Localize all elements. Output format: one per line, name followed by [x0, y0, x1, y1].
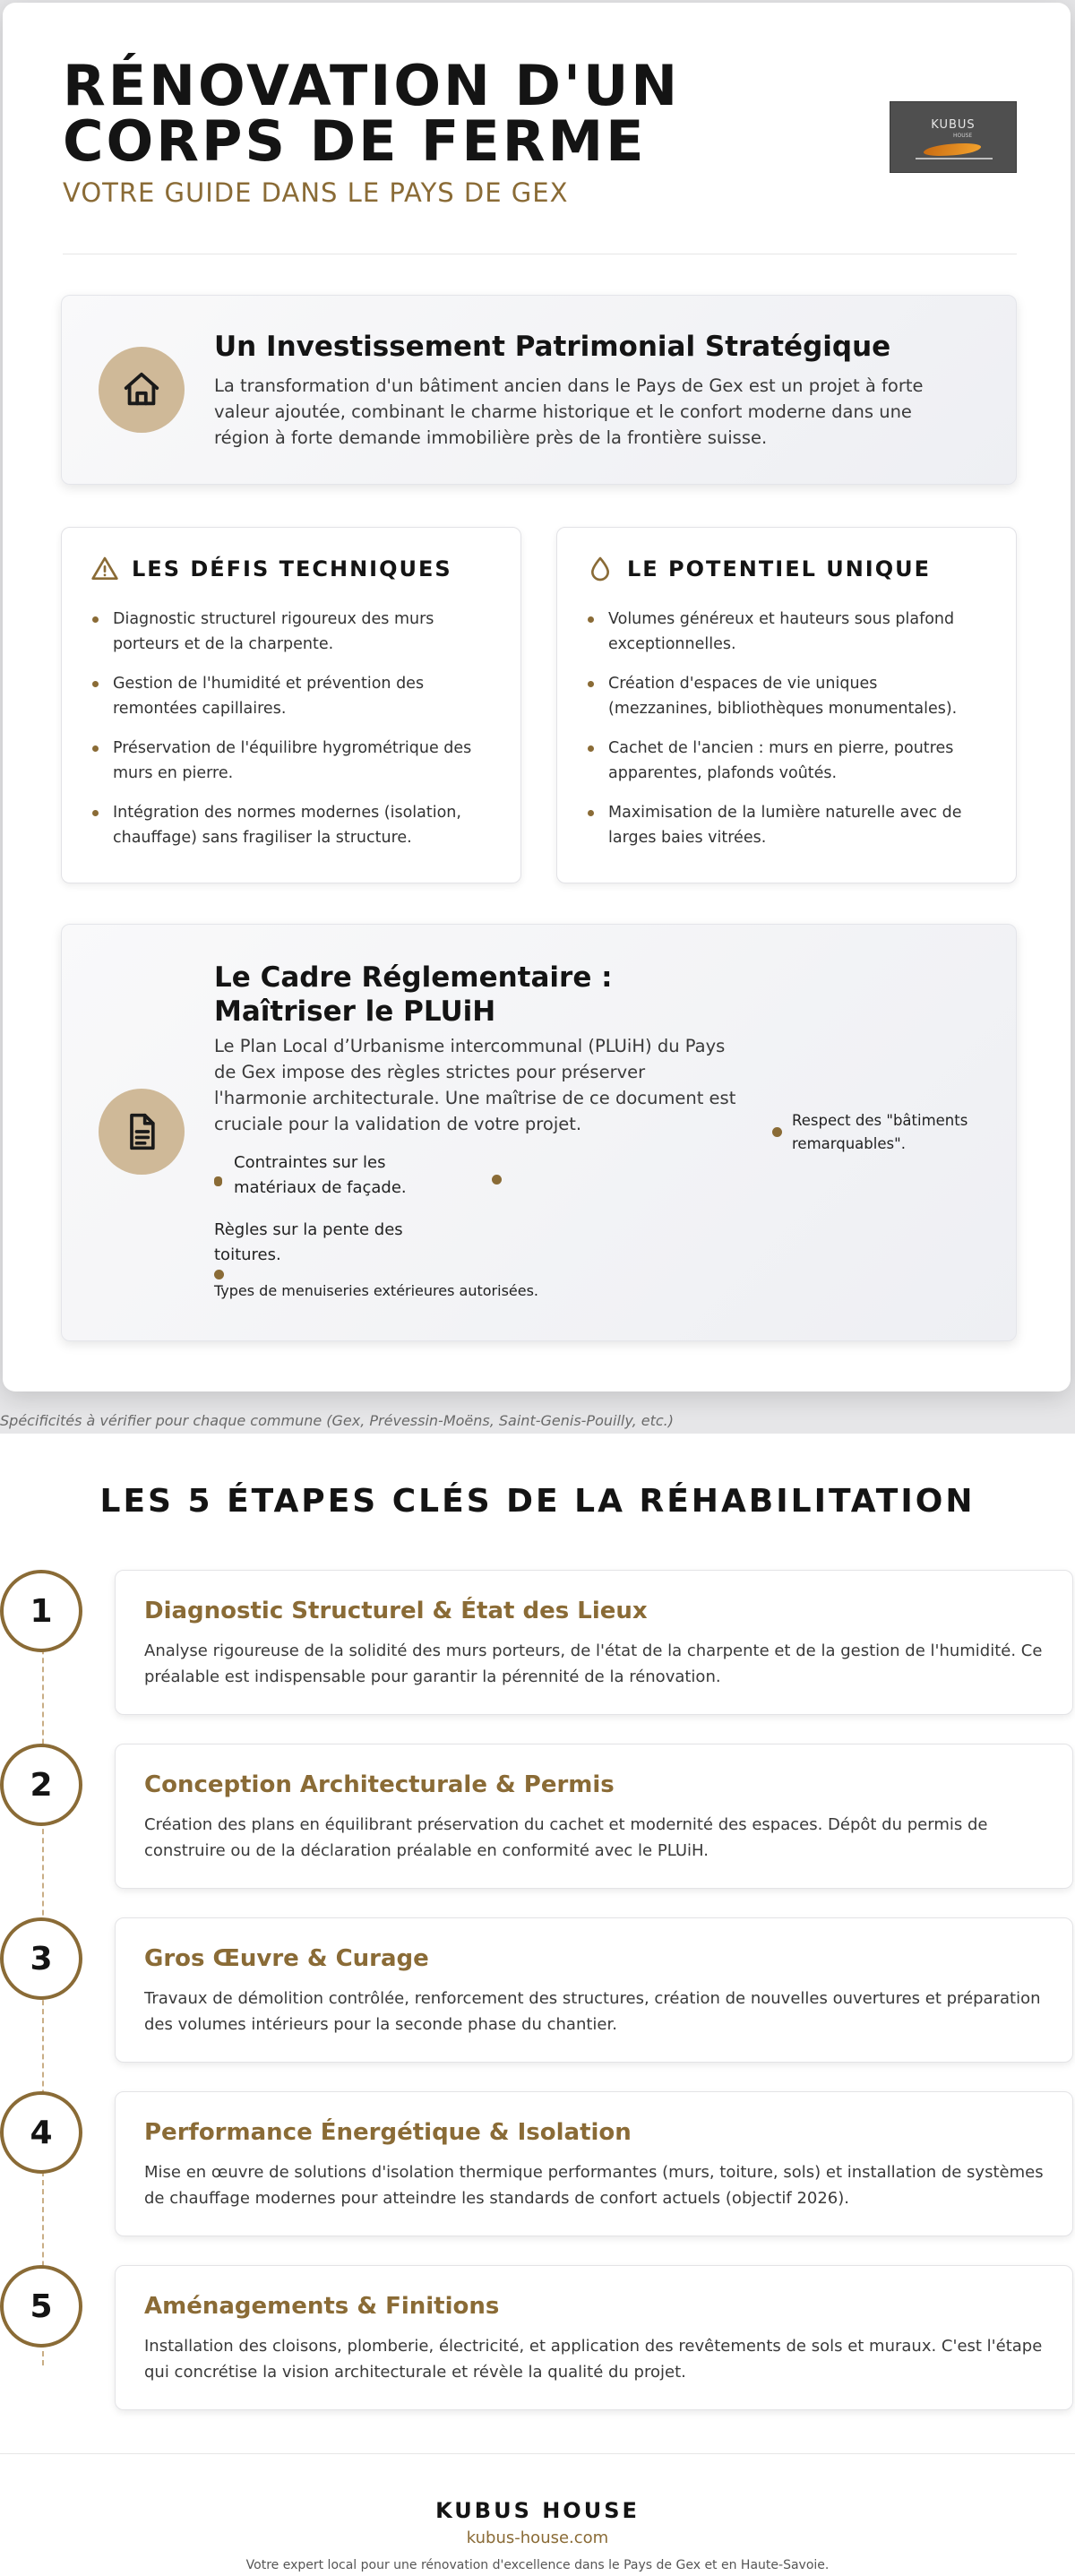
list-item: Intégration des normes modernes (isolation, chauffage) sans fragiliser la structure. — [90, 800, 485, 850]
step-number-badge: 1 — [0, 1570, 82, 1652]
step-description: Travaux de démolition contrôlée, renforcement des structures, création de nouvelles ouvertures et préparation des volumes intérieurs pour la seconde phase du chantier. — [144, 1989, 1041, 2034]
footer-divider — [0, 2453, 1075, 2454]
regulation-item: Respect des "bâtiments remarquables". — [792, 1112, 968, 1152]
bullet-dot — [214, 1176, 222, 1186]
drop-icon — [586, 555, 615, 583]
page-subtitle: VOTRE GUIDE DANS LE PAYS DE GEX — [63, 177, 569, 208]
list-item: Diagnostic structurel rigoureux des murs porteurs et de la charpente. — [90, 607, 485, 657]
potential-header — [586, 555, 931, 583]
footer-tagline: Votre expert local pour une rénovation d'excellence dans le Pays de Gex et en Haute-Savoie. — [245, 2558, 830, 2572]
step-number-badge: 3 — [0, 1917, 82, 2000]
potential-list — [586, 607, 980, 865]
logo-text: KUBUS — [931, 118, 976, 132]
regulation-item: Règles sur la pente des toitures. — [214, 1220, 403, 1264]
investment-icon-badge — [99, 347, 185, 433]
step-title: Conception Architecturale & Permis — [144, 1771, 615, 1798]
kubus-house-logo — [890, 101, 1017, 173]
step-title: Aménagements & Finitions — [144, 2293, 500, 2320]
investment-text: La transformation d'un bâtiment ancien dans le Pays de Gex est un projet à forte valeur ajoutée, combinant le charme historique et le confort moderne dans une région à forte demande immobilière près de la frontière suisse. — [214, 375, 924, 448]
challenges-title: LES DÉFIS TECHNIQUES — [132, 556, 452, 582]
step-card — [115, 1570, 1073, 1715]
list-item: Création d'espaces de vie uniques (mezzanines, bibliothèques monumentales). — [586, 671, 980, 721]
investment-title: Un Investissement Patrimonial Stratégique — [214, 331, 891, 363]
document-icon — [122, 1112, 161, 1151]
step-number-badge: 5 — [0, 2265, 82, 2348]
warning-icon — [90, 555, 119, 583]
step-description: Mise en œuvre de solutions d'isolation thermique performantes (murs, toiture, sols) et installation de systèmes de chauffage modernes pour atteindre les standards de confort actuels (objectif 2026). — [144, 2163, 1044, 2208]
regulation-panel — [61, 924, 1017, 1341]
regulation-text: Le Plan Local d’Urbanisme intercommunal (PLUiH) du Pays de Gex impose des règles strictes pour préserver l'harmonie architecturale. Une maîtrise de ce document est cruciale pour la validation de votre projet. — [214, 1036, 736, 1134]
list-item: Cachet de l'ancien : murs en pierre, poutres apparentes, plafonds voûtés. — [586, 736, 980, 786]
regulation-item: Types de menuiseries extérieures autorisées. — [214, 1282, 539, 1299]
step-number-badge: 2 — [0, 1744, 82, 1826]
regulation-icon-badge — [99, 1089, 185, 1175]
challenges-list — [90, 607, 485, 865]
step-description: Analyse rigoureuse de la solidité des murs porteurs, de l'état de la charpente et de la gestion de l'humidité. Ce préalable est indispensable pour garantir la pérennité de la rénovation. — [144, 1641, 1043, 1686]
logo-subtext: HOUSE — [953, 133, 973, 139]
step-title: Diagnostic Structurel & État des Lieux — [144, 1598, 648, 1624]
regulation-title: Le Cadre Réglementaire : Maîtriser le PLUiH — [214, 961, 613, 1028]
list-item: Volumes généreux et hauteurs sous plafond exceptionnelles. — [586, 607, 980, 657]
potential-title: LE POTENTIEL UNIQUE — [627, 556, 932, 582]
potential-card — [556, 527, 1017, 883]
house-icon — [121, 369, 162, 410]
intro-card — [3, 3, 1071, 1391]
challenges-header — [90, 555, 452, 583]
logo-line — [916, 158, 993, 159]
bullet-dot — [492, 1175, 502, 1185]
steps-title: LES 5 ÉTAPES CLÉS DE LA RÉHABILITATION — [99, 1483, 976, 1520]
bullet-dot — [772, 1127, 782, 1137]
investment-panel — [61, 295, 1017, 485]
step-title: Gros Œuvre & Curage — [144, 1945, 429, 1972]
step-number-badge: 4 — [0, 2091, 82, 2174]
step-card — [115, 2265, 1073, 2410]
footer-brand: KUBUS HOUSE — [435, 2498, 640, 2523]
step-description: Installation des cloisons, plomberie, électricité, et application des revêtements de sols et muraux. C'est l'étape qui concrétise la vision architecturale et révèle la qualité du projet. — [144, 2337, 1043, 2382]
step-title: Performance Énergétique & Isolation — [144, 2119, 632, 2146]
step-card — [115, 1917, 1073, 2063]
communes-note: Spécificités à vérifier pour chaque commune (Gex, Prévessin-Moëns, Saint-Genis-Pouilly, etc.) — [0, 1412, 674, 1429]
step-card — [115, 2091, 1073, 2236]
logo-swoosh — [922, 143, 982, 156]
page-title: RÉNOVATION D'UN CORPS DE FERME — [63, 53, 681, 174]
list-item: Maximisation de la lumière naturelle avec de larges baies vitrées. — [586, 800, 980, 850]
list-item: Préservation de l'équilibre hygrométrique des murs en pierre. — [90, 736, 485, 786]
step-description: Création des plans en équilibrant préservation du cachet et modernité des espaces. Dépôt du permis de construire ou de la déclaration préalable en conformité avec le PLUiH. — [144, 1815, 988, 1860]
regulation-item: Contraintes sur les matériaux de façade. — [234, 1153, 407, 1197]
list-item: Gestion de l'humidité et prévention des remontées capillaires. — [90, 671, 485, 721]
footer-website-link[interactable]: kubus-house.com — [466, 2529, 609, 2547]
step-card — [115, 1744, 1073, 1889]
challenges-card — [61, 527, 521, 883]
